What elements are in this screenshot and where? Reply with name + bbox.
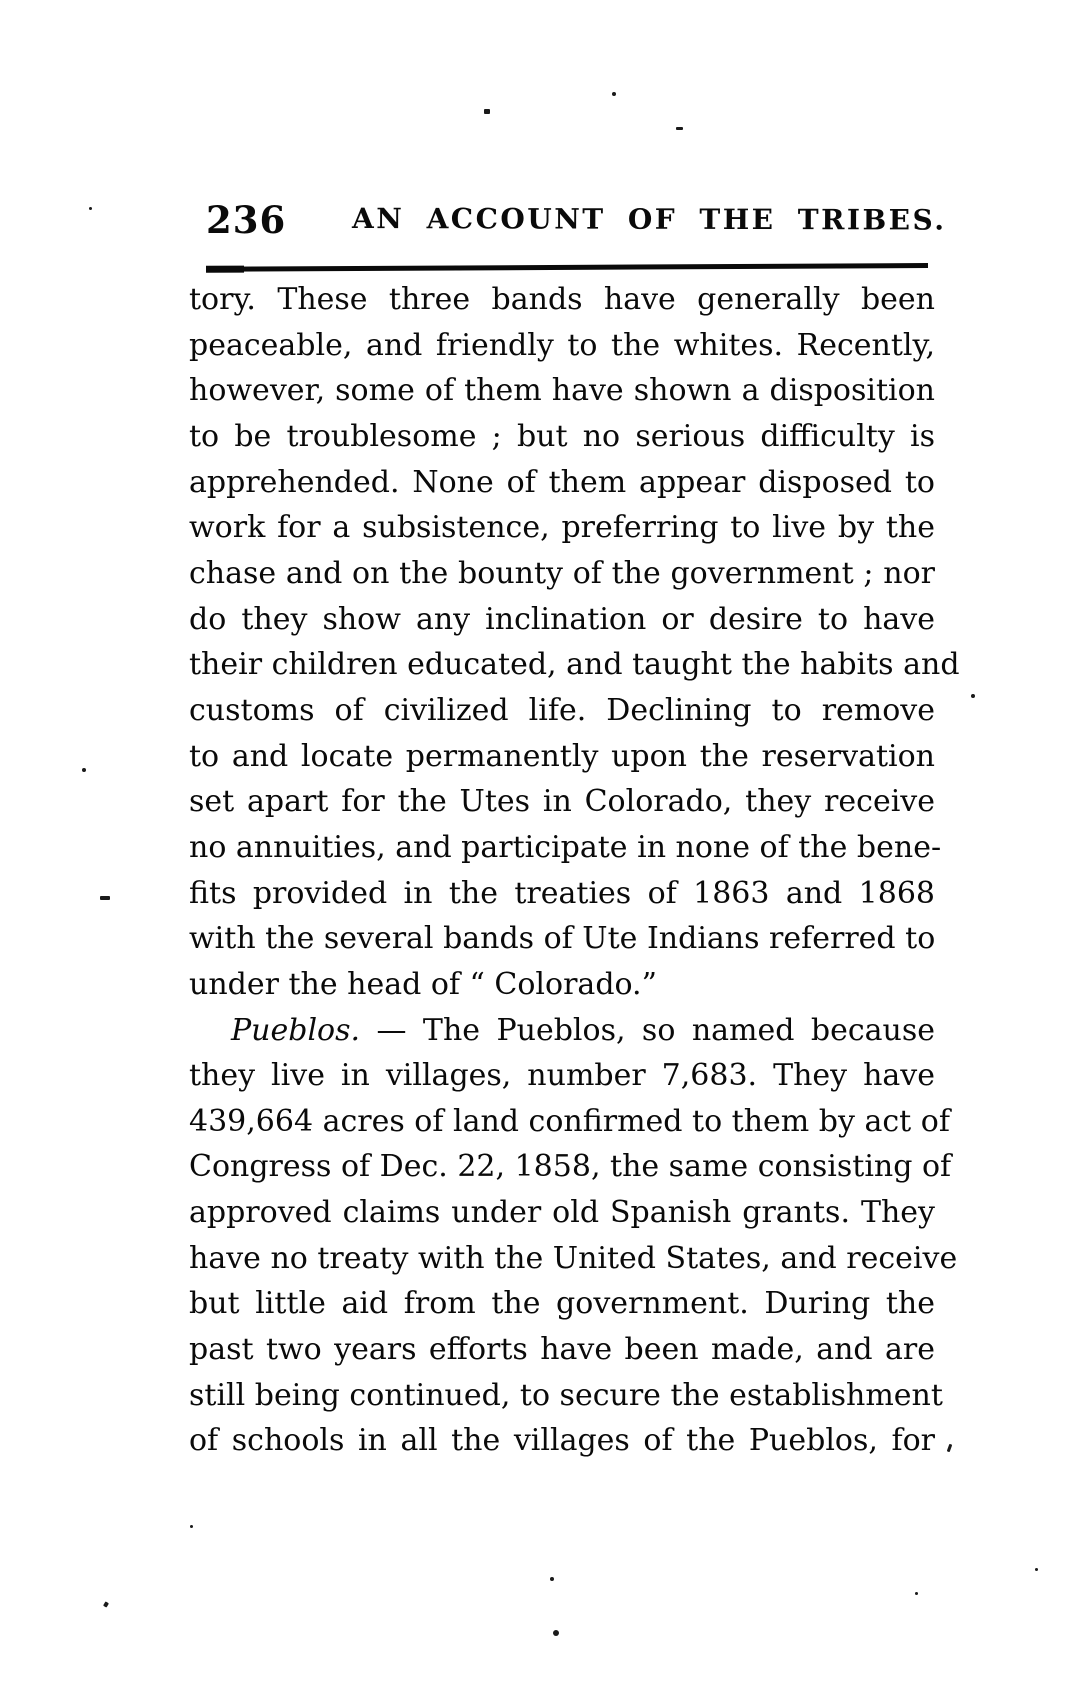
text-line: customs of civilized life. Declining to remove	[189, 692, 935, 728]
running-header-title: AN ACCOUNT OF THE TRIBES.	[352, 202, 947, 237]
scan-speck	[550, 1577, 554, 1581]
text-line: do they show any inclination or desire to have	[189, 601, 935, 637]
text-line: approved claims under old Spanish grants. They	[189, 1195, 935, 1231]
text-line: of schools in all the villages of the Pueblos, for	[189, 1423, 935, 1459]
text-line: no annuities, and participate in none of the bene-	[189, 829, 942, 865]
scan-speck	[1035, 1568, 1038, 1571]
scan-speck	[612, 92, 616, 96]
text-line: Congress of Dec. 22, 1858, the same consisting of	[189, 1149, 952, 1185]
text-line: with the several bands of Ute Indians referred to	[189, 921, 936, 957]
scan-speck	[553, 1630, 559, 1636]
scan-speck	[190, 1525, 193, 1528]
text-line: apprehended. None of them appear disposed to	[189, 464, 935, 500]
text-line: to and locate permanently upon the reservation	[189, 738, 935, 774]
paragraph-lead-italic: Pueblos.	[231, 1012, 361, 1048]
body-text-block	[189, 277, 960, 1464]
scan-speck	[915, 1592, 918, 1595]
header-rule	[206, 263, 928, 271]
scan-speck	[676, 127, 683, 130]
text-line: their children educated, and taught the habits and	[189, 647, 960, 683]
scan-speck	[947, 1444, 953, 1453]
scan-speck	[82, 768, 86, 772]
text-line: fits provided in the treaties of 1863 and 1868	[189, 875, 935, 911]
text-line: 439,664 acres of land confirmed to them by act of	[189, 1103, 950, 1139]
text-line: set apart for the Utes in Colorado, they receive	[189, 784, 935, 820]
scan-speck	[103, 1601, 109, 1607]
scan-speck	[89, 207, 92, 210]
text-line: they live in villages, number 7,683. They have	[189, 1058, 935, 1094]
text-line: chase and on the bounty of the government ; nor	[189, 555, 935, 591]
text-line: past two years efforts have been made, and are	[189, 1332, 935, 1368]
scan-speck	[100, 896, 110, 900]
page-number: 236	[206, 198, 287, 242]
text-line-rest: — The Pueblos, so named because	[376, 1012, 935, 1048]
text-line: to be troublesome ; but no serious difficulty is	[189, 418, 935, 454]
text-line: tory. These three bands have generally been	[189, 282, 935, 317]
scan-speck	[484, 109, 490, 114]
scan-speck	[971, 694, 975, 698]
text-line: under the head of “ Colorado.”	[189, 966, 657, 1002]
text-line: work for a subsistence, preferring to live by the	[189, 510, 935, 546]
text-line: peaceable, and friendly to the whites. Recently,	[189, 327, 935, 363]
text-line: have no treaty with the United States, and receive	[189, 1240, 958, 1276]
text-line: still being continued, to secure the establishment	[189, 1377, 943, 1413]
text-line-paragraph-start	[189, 1008, 935, 1054]
text-line: however, some of them have shown a disposition	[189, 373, 935, 409]
text-line: but little aid from the government. During the	[189, 1286, 935, 1322]
